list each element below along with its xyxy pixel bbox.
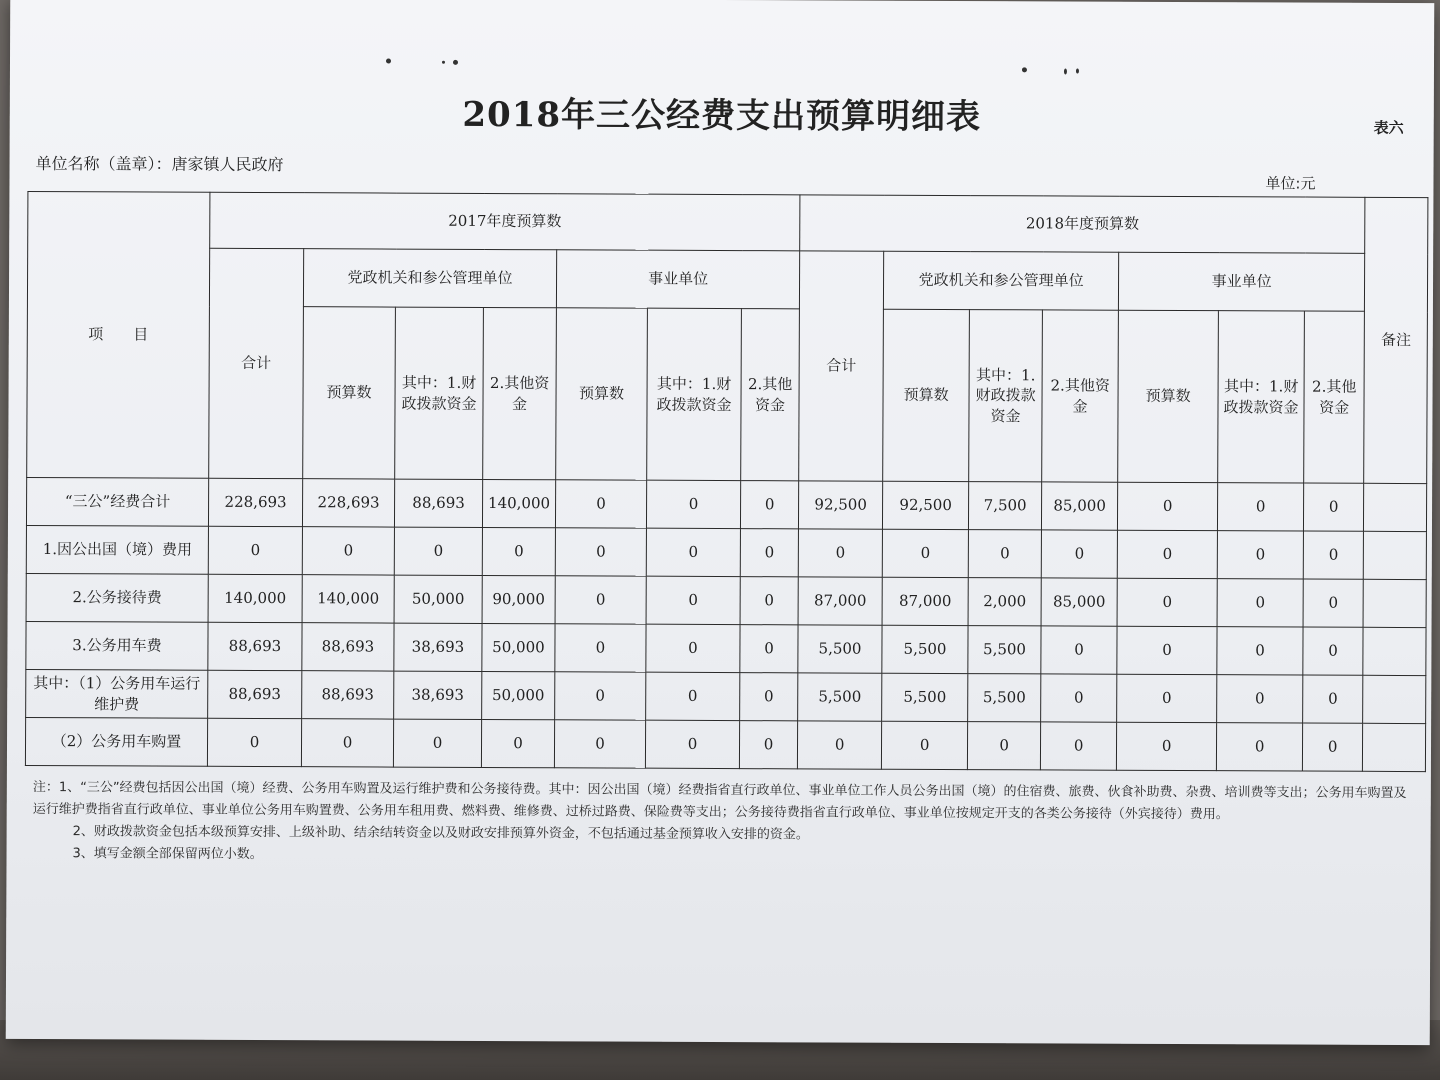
cell: 0	[740, 625, 798, 673]
ink-spot	[386, 59, 391, 64]
table-number: 表六	[1373, 118, 1404, 137]
cell: 0	[1041, 626, 1117, 674]
cell: 0	[555, 624, 646, 672]
header-row-years	[28, 191, 1428, 253]
remarks-cell	[1363, 723, 1426, 771]
cell: 0	[646, 672, 740, 720]
cell: 0	[208, 526, 302, 574]
remarks-cell	[1363, 627, 1426, 675]
header-2018-inst-fiscal: 其中：1.财政拨款资金	[1218, 311, 1305, 483]
cell: 228,693	[208, 478, 302, 526]
cell: 92,500	[883, 481, 969, 529]
header-2018-inst-budget: 预算数	[1118, 310, 1219, 482]
header-row-groups	[27, 247, 1427, 311]
cell: 88,693	[302, 623, 394, 671]
cell: 0	[1117, 722, 1217, 770]
cell: 92,500	[799, 481, 883, 529]
cell: 0	[1041, 674, 1117, 722]
remarks-cell	[1364, 483, 1427, 531]
table-row	[26, 621, 1426, 675]
header-2017-party-fiscal: 其中：1.财政拨款资金	[395, 307, 484, 479]
cell: 0	[555, 672, 646, 720]
table-row	[26, 525, 1426, 579]
cell: 88,693	[302, 671, 394, 719]
cell: 0	[301, 719, 393, 767]
note-2: 2、财政拨款资金包括本级预算安排、上级补助、结余结转资金以及财政安排预算外资金，不包括通过基金预算收入安排的资金。	[72, 824, 809, 843]
cell: 88,693	[208, 670, 302, 718]
note-1: 注：1、“三公”经费包括因公出国（境）经费、公务用车购置及运行维护费和公务接待费。其中：因公出国（境）经费指省直行政单位、事业单位工作人员公务出国（境）的住宿费、旅费、伙食补助费、杂费、培训费等支出；公务用车购置及运行维护费指省直行政单位、事业单位公务用车购置费、公务用车租用费、燃料费、维修费、过桥过路费、保险费等支出；公务接待费指省直行政单位、事业单位按规定开支的各类公务接待（外宾接待）费用。	[32, 780, 1407, 823]
cell: 50,000	[482, 671, 555, 719]
cell: 0	[1217, 627, 1303, 675]
cell: 0	[740, 673, 798, 721]
table-row	[26, 669, 1426, 723]
cell: 0	[555, 576, 646, 624]
cell: 85,000	[1042, 482, 1118, 530]
cell: 0	[968, 530, 1041, 578]
cell: 38,693	[394, 671, 482, 719]
cell: 0	[393, 719, 481, 767]
cell: 0	[646, 624, 740, 672]
header-2018-total: 合计	[799, 251, 884, 481]
ink-spot	[453, 60, 458, 65]
ink-spot	[1064, 68, 1067, 74]
cell: 0	[1217, 675, 1303, 723]
header-2017-inst-fiscal: 其中：1.财政拨款资金	[647, 308, 742, 480]
cell: 0	[646, 576, 740, 624]
cell: 5,500	[798, 673, 882, 721]
header-2018-inst-other: 2.其他资金	[1304, 311, 1365, 483]
cell: 0	[1217, 579, 1303, 627]
header-2017-party-other: 2.其他资金	[483, 307, 557, 479]
cell: 0	[739, 721, 797, 769]
header-2018-party-budget: 预算数	[883, 309, 970, 481]
cell: 0	[207, 718, 301, 766]
row-label: 3.公务用车费	[26, 621, 208, 670]
cell: 0	[1303, 579, 1363, 627]
remarks-cell	[1363, 531, 1426, 579]
cell: 0	[481, 719, 554, 767]
header-2017-party: 党政机关和参公管理单位	[303, 249, 556, 308]
currency-unit: 单位:元	[1265, 174, 1316, 193]
cell: 0	[968, 722, 1041, 770]
cell: 38,693	[394, 623, 482, 671]
cell: 0	[1303, 675, 1363, 723]
ink-spot	[442, 61, 445, 64]
cell: 50,000	[394, 575, 482, 623]
paper-sheet	[6, 0, 1435, 1045]
cell: 0	[482, 527, 555, 575]
cell: 0	[1303, 723, 1363, 771]
cell: 87,000	[882, 577, 968, 625]
cell: 0	[1041, 530, 1117, 578]
header-item: 项 目	[27, 191, 210, 478]
header-2017: 2017年度预算数	[210, 192, 800, 251]
cell: 0	[555, 480, 646, 528]
table-row	[25, 717, 1425, 771]
header-2018-inst: 事业单位	[1119, 252, 1365, 311]
header-2017-total: 合计	[209, 248, 304, 478]
cell: 2,000	[968, 578, 1041, 626]
header-2018-party: 党政机关和参公管理单位	[884, 251, 1119, 310]
header-2018-party-other: 2.其他资金	[1042, 310, 1119, 482]
cell: 228,693	[302, 479, 394, 527]
ink-spot	[1076, 69, 1079, 74]
ink-spot	[1022, 67, 1027, 72]
row-label: 2.公务接待费	[26, 573, 208, 622]
cell: 0	[740, 577, 798, 625]
cell: 0	[302, 527, 394, 575]
cell: 0	[646, 528, 740, 576]
document-title: 2018年三公经费支出预算明细表	[462, 94, 982, 138]
cell: 0	[1304, 483, 1364, 531]
cell: 0	[1117, 626, 1217, 674]
header-remarks: 备注	[1364, 197, 1428, 483]
remarks-cell	[1363, 675, 1426, 723]
cell: 0	[1303, 531, 1363, 579]
cell: 0	[798, 529, 882, 577]
row-label: 1.因公出国（境）费用	[26, 525, 208, 574]
cell: 0	[1218, 483, 1304, 531]
cell: 0	[1117, 578, 1217, 626]
cell: 5,500	[882, 673, 968, 721]
row-label: 其中：（1）公务用车运行维护费	[26, 669, 208, 718]
cell: 140,000	[302, 575, 394, 623]
note-3: 3、填写金额全部保留两位小数。	[72, 846, 263, 863]
cell: 0	[882, 529, 968, 577]
unit-name: 单位名称（盖章）：唐家镇人民政府	[35, 154, 284, 175]
cell: 0	[1303, 627, 1363, 675]
cell: 0	[1117, 674, 1217, 722]
cell: 0	[1117, 530, 1217, 578]
cell: 0	[882, 721, 968, 769]
row-label: “三公”经费合计	[26, 477, 208, 526]
cell: 0	[554, 720, 645, 768]
budget-table	[25, 191, 1429, 772]
cell: 0	[645, 720, 739, 768]
cell: 5,500	[968, 626, 1041, 674]
cell: 5,500	[968, 674, 1041, 722]
cell: 5,500	[882, 625, 968, 673]
cell: 0	[1041, 722, 1117, 770]
cell: 88,693	[208, 622, 302, 670]
header-2017-inst: 事业单位	[556, 250, 799, 309]
row-label: （2）公务用车购置	[25, 717, 207, 766]
cell: 88,693	[394, 479, 482, 527]
cell: 0	[740, 529, 798, 577]
table-row	[26, 477, 1426, 531]
footnotes	[32, 777, 1412, 871]
cell: 140,000	[208, 574, 302, 622]
header-2017-inst-other: 2.其他资金	[741, 309, 800, 481]
cell: 0	[798, 721, 882, 769]
header-2017-party-budget: 预算数	[303, 307, 396, 479]
header-2018: 2018年度预算数	[800, 195, 1365, 253]
header-2017-inst-budget: 预算数	[556, 308, 648, 480]
cell: 0	[1118, 482, 1218, 530]
cell: 0	[555, 528, 646, 576]
cell: 0	[1217, 531, 1303, 579]
cell: 0	[1217, 723, 1303, 771]
cell: 140,000	[482, 479, 555, 527]
cell: 0	[740, 481, 798, 529]
cell: 87,000	[798, 577, 882, 625]
cell: 0	[394, 527, 482, 575]
cell: 50,000	[482, 623, 555, 671]
cell: 5,500	[798, 625, 882, 673]
table-row	[26, 573, 1426, 627]
cell: 90,000	[482, 575, 555, 623]
header-2018-party-fiscal: 其中：1.财政拨款资金	[969, 310, 1043, 482]
remarks-cell	[1363, 579, 1426, 627]
cell: 7,500	[969, 482, 1042, 530]
cell: 0	[646, 480, 740, 528]
cell: 85,000	[1041, 578, 1117, 626]
